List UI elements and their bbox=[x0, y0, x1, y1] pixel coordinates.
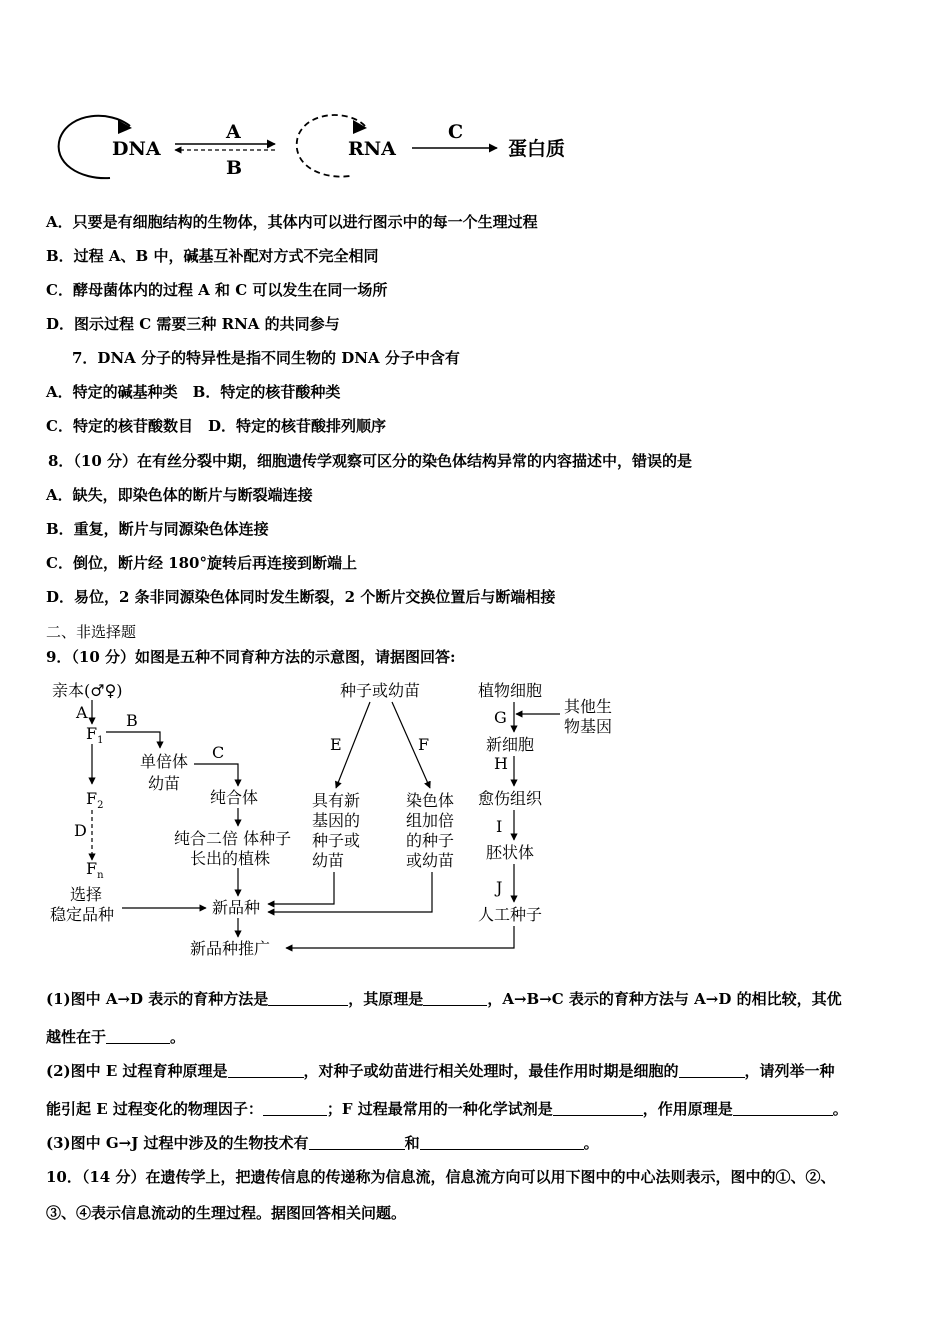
label-f: F bbox=[418, 735, 430, 754]
q7-stem: 7．DNA 分子的特异性是指不同生物的 DNA 分子中含有 bbox=[72, 349, 460, 367]
label-b: B bbox=[226, 157, 243, 179]
doubled-node-line2: 组加倍 bbox=[406, 811, 455, 830]
label-c: C bbox=[448, 121, 464, 143]
rna-label: RNA bbox=[348, 138, 396, 160]
q10-stem-line2: ③、④表示信息流动的生理过程。据图回答相关问题。 bbox=[46, 1204, 407, 1222]
arrow-haploid-pure bbox=[194, 764, 238, 786]
parent-node: 亲本(♂♀) bbox=[52, 681, 123, 700]
f1-node: $F_1$ bbox=[86, 724, 104, 746]
label-a: A bbox=[226, 121, 241, 143]
answer-blank[interactable] bbox=[423, 991, 487, 1006]
breeding-diagram bbox=[40, 672, 660, 962]
q7-options-cd: C．特定的核苷酸数目 D．特定的核苷酸排列顺序 bbox=[46, 417, 386, 435]
answer-blank[interactable] bbox=[106, 1029, 170, 1044]
plant-cell-node: 植物细胞 bbox=[478, 681, 543, 700]
q9-part2-line2: 能引起 E 过程变化的物理因子： ；F 过程最常用的一种化学试剂是 ，作用原理是 。 bbox=[46, 1100, 848, 1118]
answer-blank[interactable] bbox=[679, 1063, 745, 1078]
arrow-doubled-newvariety bbox=[268, 872, 432, 912]
q8-option-b: B．重复，断片与同源染色体连接 bbox=[46, 520, 269, 538]
q9-part1-line1: (1)图中 A→D 表示的育种方法是 ，其原理是 ，A→B→C 表示的育种方法与 A→D 的相比较，其优 bbox=[46, 990, 842, 1008]
arrow-newgene-newvariety bbox=[268, 872, 334, 904]
q8-stem: 8．（10 分）在有丝分裂中期，细胞遗传学观察可区分的染色体结构异常的内容描述中，错误的是 bbox=[48, 452, 693, 470]
answer-blank[interactable] bbox=[268, 991, 348, 1006]
q7-options-ab: A．特定的碱基种类 B．特定的核苷酸种类 bbox=[46, 383, 341, 401]
q8-option-c: C．倒位，断片经 180°旋转后再连接到断端上 bbox=[46, 554, 357, 572]
arrow-artificialseed-promote bbox=[286, 926, 514, 948]
haploid-node-line1: 单倍体 bbox=[140, 752, 189, 771]
answer-blank[interactable] bbox=[228, 1063, 304, 1078]
newgene-node-line2: 基因的 bbox=[312, 811, 361, 830]
f2-node: $F_2$ bbox=[86, 789, 104, 811]
fn-node: $F_n$ bbox=[86, 859, 104, 881]
newgene-node-line3: 种子或 bbox=[312, 831, 361, 850]
callus-node: 愈伤组织 bbox=[478, 789, 543, 808]
haploid-node-line2: 幼苗 bbox=[148, 774, 181, 793]
answer-blank[interactable] bbox=[420, 1135, 584, 1150]
q8-option-a: A．缺失，即染色体的断片与断裂端连接 bbox=[46, 486, 313, 504]
q10-stem-line1: 10．（14 分）在遗传学上，把遗传信息的传递称为信息流，信息流方向可以用下图中的中心法则表示，图中的①、②、 bbox=[46, 1168, 836, 1186]
doubled-node-line1: 染色体 bbox=[406, 791, 455, 810]
seed-node: 种子或幼苗 bbox=[340, 681, 421, 700]
doubled-node-line3: 的种子 bbox=[406, 831, 455, 850]
newgene-node-line1: 具有新 bbox=[312, 791, 361, 810]
label-a: A bbox=[76, 703, 88, 722]
answer-blank[interactable] bbox=[263, 1101, 327, 1116]
rna-loop-arrowhead bbox=[353, 120, 367, 134]
answer-blank[interactable] bbox=[309, 1135, 405, 1150]
new-cell-node: 新细胞 bbox=[486, 735, 535, 754]
diploid-node-line1: 纯合二倍 体种子 bbox=[174, 829, 292, 848]
protein-label: 蛋白质 bbox=[508, 138, 566, 160]
q9-part3: (3)图中 G→J 过程中涉及的生物技术有 和 。 bbox=[46, 1134, 599, 1152]
label-e: E bbox=[330, 735, 342, 754]
central-dogma-diagram bbox=[50, 108, 650, 188]
dna-label: DNA bbox=[112, 138, 161, 160]
answer-blank[interactable] bbox=[733, 1101, 833, 1116]
label-i: I bbox=[496, 817, 503, 836]
other-gene-node-line1: 其他生 bbox=[564, 697, 613, 716]
q9-stem: 9．（10 分）如图是五种不同育种方法的示意图，请据图回答: bbox=[46, 648, 456, 666]
label-b: B bbox=[126, 711, 138, 730]
diploid-node-line2: 长出的植株 bbox=[190, 849, 271, 868]
label-j: J bbox=[496, 878, 503, 897]
select-node-line1: 选择 bbox=[70, 885, 103, 904]
label-g: G bbox=[494, 708, 507, 727]
pure-node: 纯合体 bbox=[210, 788, 259, 807]
q6-option-d: D．图示过程 C 需要三种 RNA 的共同参与 bbox=[46, 315, 340, 333]
artificial-seed-node: 人工种子 bbox=[478, 905, 543, 924]
new-variety-node: 新品种 bbox=[212, 898, 261, 917]
q9-part1-line2: 越性在于 。 bbox=[46, 1028, 186, 1046]
q6-option-a: A．只要是有细胞结构的生物体，其体内可以进行图示中的每一个生理过程 bbox=[46, 213, 538, 231]
label-c: C bbox=[212, 743, 225, 762]
label-d: D bbox=[74, 821, 87, 840]
section-2-heading: 二、非选择题 bbox=[46, 623, 137, 641]
q6-option-b: B．过程 A、B 中，碱基互补配对方式不完全相同 bbox=[46, 247, 379, 265]
promote-node: 新品种推广 bbox=[190, 939, 271, 958]
embryoid-node: 胚状体 bbox=[486, 843, 535, 862]
label-h: H bbox=[494, 754, 508, 773]
other-gene-node-line2: 物基因 bbox=[564, 717, 613, 736]
q8-option-d: D．易位，2 条非同源染色体同时发生断裂，2 个断片交换位置后与断端相接 bbox=[46, 588, 556, 606]
arrow-f1-haploid bbox=[106, 732, 160, 748]
answer-blank[interactable] bbox=[553, 1101, 643, 1116]
q9-part2-line1: (2)图中 E 过程育种原理是 ，对种子或幼苗进行相关处理时，最佳作用时期是细胞的 ，请列举一种 bbox=[46, 1062, 835, 1080]
newgene-node-line4: 幼苗 bbox=[312, 851, 345, 870]
select-node-line2: 稳定品种 bbox=[50, 905, 115, 924]
q6-option-c: C．酵母菌体内的过程 A 和 C 可以发生在同一场所 bbox=[46, 281, 388, 299]
doubled-node-line4: 或幼苗 bbox=[406, 851, 455, 870]
